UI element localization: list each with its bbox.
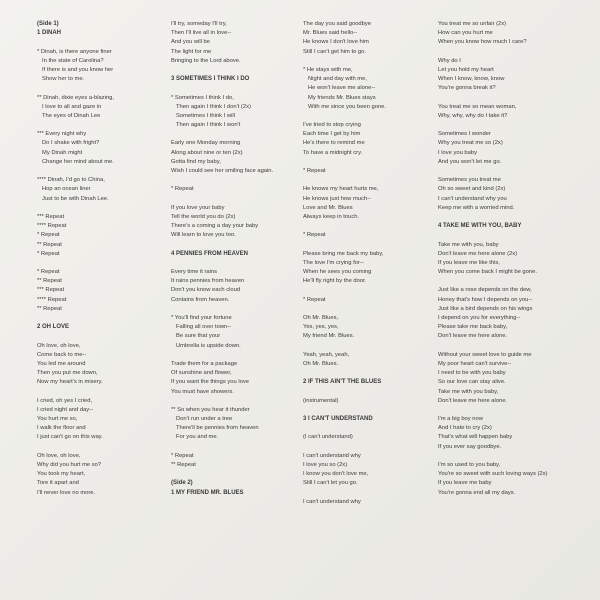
lyric-line: * Repeat: [171, 452, 194, 459]
lyric-line: **** Repeat: [37, 223, 67, 230]
lyric-line: My friend Mr. Blues.: [303, 333, 355, 340]
lyric-line: Tell the world you do (2x): [171, 213, 236, 220]
lyric-line: I'll never love no more.: [37, 489, 96, 496]
lyric-line: Take me with you baby,: [438, 388, 499, 395]
lyric-line: The day you said goodbye: [303, 21, 372, 27]
lyric-line: I love to all and gaze in: [42, 103, 102, 110]
stanza-gap: [303, 241, 443, 250]
lyric-line: It rains pennies from heaven: [171, 278, 245, 285]
stanza-gap: [171, 397, 311, 406]
lyric-line: Now my heart's in misery.: [37, 379, 103, 386]
stanza-gap: [438, 277, 578, 286]
lyric-line: I've tried to stop crying: [303, 122, 361, 129]
song-heading: 2 OH LOVE: [37, 324, 70, 331]
stanza-gap: [37, 332, 177, 341]
lyric-line: You hurt me so,: [37, 416, 78, 423]
lyric-line: Oh so sweet and kind (2x): [438, 186, 506, 193]
lyric-line: You led me around: [37, 360, 86, 367]
lyric-line: That's what will happen baby: [438, 434, 513, 441]
lyric-line: ** Repeat: [37, 278, 62, 285]
lyric-line: Show her to me.: [42, 76, 85, 83]
lyric-line: And I hate to cry (2x): [438, 425, 492, 432]
lyric-line: Sometimes I think I will: [176, 112, 235, 119]
lyric-line: There'll be pennies from heaven: [176, 425, 259, 432]
stanza-gap: [171, 259, 311, 268]
lyric-line: When I know, know, know: [438, 76, 505, 83]
lyric-line: Why do I: [438, 57, 461, 64]
lyric-line: Contains from heaven.: [171, 296, 230, 303]
stanza-gap: [37, 84, 177, 93]
lyric-line: You're so sweet with such loving ways (2x): [438, 471, 548, 478]
lyric-line: You're gonna end all my days.: [438, 489, 516, 496]
stanza-gap: [303, 57, 443, 66]
lyric-line: With me since you been gone.: [308, 103, 386, 110]
lyric-line: You treat me so mean woman,: [438, 103, 517, 110]
lyrics-column-4: [438, 20, 578, 498]
song-heading: 3 SOMETIMES I THINK I DO: [171, 76, 250, 83]
lyric-line: To have a midnight cry.: [303, 149, 363, 156]
lyric-line: You're gonna break it?: [438, 85, 496, 92]
lyric-line: Yes, yes, yes,: [303, 324, 339, 331]
lyric-line: Come back to me--: [37, 351, 87, 358]
lyric-line: Trade them for a package: [171, 360, 238, 367]
lyric-line: Then again I think I won't: [176, 122, 241, 129]
lyric-line: ** Dinah, dixie eyes a-blazing,: [37, 94, 115, 101]
song-heading: (Side 1): [37, 21, 59, 27]
stanza-gap: [37, 314, 177, 323]
lyric-line: My friends Mr. Blues stays: [308, 94, 376, 101]
lyric-line: Oh love, oh love,: [37, 452, 81, 459]
stanza-gap: [303, 305, 443, 314]
song-heading: 4 PENNIES FROM HEAVEN: [171, 250, 248, 257]
stanza-gap: [303, 406, 443, 415]
lyric-line: Don't you know each cloud: [171, 287, 241, 294]
lyric-line: I'm a big boy now: [438, 416, 483, 423]
stanza-gap: [438, 452, 578, 461]
stanza-gap: [438, 342, 578, 351]
lyric-line: Every time it rains: [171, 269, 218, 276]
lyric-line: Tore it apart and: [37, 480, 79, 487]
lyric-line: * Repeat: [303, 232, 326, 239]
song-heading: 1 DINAH: [37, 30, 62, 37]
lyric-line: I'll try, someday I'll try,: [171, 21, 227, 27]
stanza-gap: [171, 470, 311, 479]
stanza-gap: [37, 121, 177, 130]
lyric-line: He's there to remind me: [303, 140, 365, 147]
lyric-line: Please take me back baby,: [438, 324, 508, 331]
lyric-line: (I can't understand): [303, 434, 353, 441]
stanza-gap: [171, 66, 311, 75]
lyric-line: Why did you hurt me so?: [37, 462, 102, 468]
stanza-gap: [171, 305, 311, 314]
lyric-line: ** Repeat: [171, 462, 196, 468]
lyric-line: Bringing to the Lord above.: [171, 57, 241, 64]
lyric-line: Falling all over town--: [176, 324, 232, 331]
lyric-line: There's a coming a day your baby: [171, 223, 259, 230]
lyric-line: If you love your baby: [171, 204, 225, 211]
lyric-line: **** Repeat: [37, 296, 67, 303]
lyric-line: I can't understand why: [303, 452, 361, 459]
stanza-gap: [171, 176, 311, 185]
lyric-line: Then again I think I don't (2x): [176, 103, 251, 110]
lyrics-column-3: [303, 20, 443, 507]
lyric-line: Just to be with Dinah Lee.: [42, 195, 109, 202]
lyric-line: Oh Mr. Blues.: [303, 360, 339, 367]
lyric-line: Then you put me down,: [37, 370, 98, 377]
lyric-line: * Repeat: [171, 186, 194, 193]
lyric-line: Don't run under a tree: [176, 416, 233, 423]
lyric-line: You must have showers.: [171, 388, 234, 395]
lyric-line: I'm so used to you baby,: [438, 462, 501, 468]
lyric-line: So our love can stay alive.: [438, 379, 506, 386]
lyric-line: *** Every night why: [37, 131, 87, 138]
lyric-line: Will learn to love you too.: [171, 232, 236, 239]
stanza-gap: [37, 204, 177, 213]
stanza-gap: [303, 388, 443, 397]
lyric-line: Why, why, why do I take it?: [438, 112, 508, 119]
stanza-gap: [303, 158, 443, 167]
lyric-line: He knows my heart hurts me,: [303, 186, 379, 193]
lyric-line: Along about nine or ten (2x): [171, 149, 243, 156]
lyric-line: If there is and you know her: [42, 66, 114, 73]
stanza-gap: [303, 222, 443, 231]
lyric-line: I just can't go on this way.: [37, 434, 103, 441]
lyric-line: Mr. Blues said hello--: [303, 30, 358, 37]
stanza-gap: [303, 342, 443, 351]
lyric-line: Oh love, oh love,: [37, 342, 81, 349]
stanza-gap: [37, 259, 177, 268]
stanza-gap: [303, 112, 443, 121]
lyric-line: My Dinah might: [42, 149, 83, 156]
stanza-gap: [303, 369, 443, 378]
lyric-line: Don't leave me here alone.: [438, 397, 508, 404]
lyric-line: Still I can't get him to go.: [303, 48, 366, 55]
lyric-line: He knows just how much--: [303, 195, 371, 202]
lyric-line: In the state of Carolina?: [42, 57, 104, 64]
lyric-line: Honey that's how I depends on you--: [438, 296, 533, 303]
lyric-line: Yeah, yeah, yeah,: [303, 351, 350, 358]
lyric-line: * Repeat: [37, 232, 60, 239]
stanza-gap: [37, 443, 177, 452]
lyric-line: Don't leave me here alone (2x): [438, 250, 518, 257]
lyric-line: I depend on you for everything--: [438, 315, 521, 321]
stanza-gap: [171, 195, 311, 204]
lyric-line: Without your sweet love to guide me: [438, 351, 532, 358]
lyric-line: Keep me with a worried mind.: [438, 204, 515, 211]
lyric-line: * Repeat: [37, 250, 60, 257]
song-heading: 2 IF THIS AIN'T THE BLUES: [303, 379, 382, 386]
stanza-gap: [37, 388, 177, 397]
lyric-line: (instrumental): [303, 397, 339, 404]
lyric-line: The eyes of Dinah Lee: [42, 112, 101, 119]
song-heading: 1 MY FRIEND MR. BLUES: [171, 489, 244, 496]
lyric-line: I cried night and day--: [37, 406, 94, 413]
lyric-line: If you leave me like this,: [438, 259, 500, 266]
lyric-line: He won't leave me alone--: [308, 85, 376, 92]
song-heading: 4 TAKE ME WITH YOU, BABY: [438, 223, 522, 230]
lyric-line: For you and me.: [176, 434, 219, 441]
lyric-line: I love you so (2x): [303, 462, 348, 468]
lyric-line: I cried, oh yes I cried,: [37, 397, 93, 404]
lyric-line: Always keep in touch.: [303, 213, 360, 220]
stanza-gap: [171, 351, 311, 360]
lyric-line: I can't understand why: [303, 498, 361, 505]
stanza-gap: [438, 48, 578, 57]
lyric-line: * Repeat: [37, 269, 60, 276]
lyric-line: You took my heart,: [37, 471, 86, 478]
lyric-line: If you ever say goodbye.: [438, 443, 502, 450]
lyric-line: Early one Monday morning: [171, 140, 241, 147]
stanza-gap: [303, 443, 443, 452]
lyric-line: Sometimes you treat me: [438, 177, 501, 184]
lyric-line: You treat me so unfair (2x): [438, 21, 507, 27]
stanza-gap: [303, 424, 443, 433]
lyric-line: And you won't let me go.: [438, 158, 502, 165]
lyric-line: And you will be: [171, 39, 210, 46]
lyric-line: * Repeat: [303, 296, 326, 303]
lyric-line: Still I can't let you go.: [303, 480, 358, 487]
stanza-gap: [438, 121, 578, 130]
lyric-line: He'll fly right by the door.: [303, 278, 367, 285]
lyric-line: The love I'm crying for--: [303, 259, 364, 266]
stanza-gap: [438, 406, 578, 415]
lyric-line: *** Repeat: [37, 213, 65, 220]
lyric-line: Do I shake with fright?: [42, 140, 100, 147]
lyric-line: Wish I could see her smiling face again.: [171, 168, 274, 174]
lyric-line: How can you hurt me: [438, 30, 493, 37]
song-heading: 3 I CAN'T UNDERSTAND: [303, 416, 373, 423]
lyric-line: Don't leave me here alone.: [438, 333, 508, 340]
lyrics-column-2: [171, 20, 311, 498]
lyric-line: When you know how much I care?: [438, 39, 527, 46]
lyrics-column-1: [37, 20, 177, 498]
lyric-line: I know you don't love me,: [303, 471, 369, 478]
stanza-gap: [171, 84, 311, 93]
lyric-line: ** Repeat: [37, 241, 62, 248]
lyric-line: * Repeat: [303, 168, 326, 174]
stanza-gap: [171, 443, 311, 452]
lyric-line: Umbrella is upside down.: [176, 342, 241, 349]
lyric-line: * Sometimes I think I do,: [171, 94, 234, 101]
lyric-line: Let you hold my heart: [438, 66, 494, 73]
stanza-gap: [37, 167, 177, 176]
lyric-line: Just like a rose depends on the dew,: [438, 287, 532, 294]
lyric-line: *** Repeat: [37, 287, 65, 294]
lyric-line: Be sure that your: [176, 333, 221, 340]
lyric-line: My poor heart can't survive--: [438, 360, 512, 367]
lyric-line: Night and day with me,: [308, 76, 367, 83]
lyric-line: Change her mind about me.: [42, 158, 114, 165]
lyric-line: Of sunshine and flower,: [171, 370, 232, 377]
song-heading: (Side 2): [171, 480, 193, 487]
lyric-line: Hop an ocean liner: [42, 186, 91, 193]
lyric-line: Take me with you, baby: [438, 241, 499, 248]
stanza-gap: [438, 231, 578, 240]
stanza-gap: [303, 176, 443, 185]
lyric-line: * Dinah, is there anyone finer: [37, 48, 112, 55]
lyric-line: Sometimes I wonder: [438, 131, 491, 138]
stanza-gap: [438, 94, 578, 103]
lyric-line: Please bring me back my baby,: [303, 250, 384, 257]
lyric-line: If you want the things you love: [171, 379, 249, 386]
lyric-line: When you come back I might be gone.: [438, 269, 537, 276]
lyric-line: **** Dinah, I'd go to China,: [37, 177, 105, 184]
lyric-line: Then I'll live all in love--: [171, 30, 232, 37]
lyric-line: He knows I don't love him: [303, 39, 369, 46]
lyric-line: I can't understand why you: [438, 195, 507, 202]
lyric-line: I love you baby: [438, 149, 477, 156]
lyric-line: I walk the floor and: [37, 425, 86, 432]
lyric-line: ** Repeat: [37, 305, 62, 312]
stanza-gap: [438, 167, 578, 176]
stanza-gap: [171, 130, 311, 139]
lyric-line: Love and Mr. Blues: [303, 204, 353, 211]
lyric-line: * You'll find your fortune: [171, 315, 232, 321]
lyric-line: The light for me: [171, 48, 212, 55]
stanza-gap: [438, 213, 578, 222]
stanza-gap: [303, 489, 443, 498]
lyric-line: * He stays with me,: [303, 66, 353, 73]
lyric-line: Just like a bird depends on his wings: [438, 305, 533, 312]
lyric-line: I need to be with you baby: [438, 370, 506, 377]
lyric-line: Gotta find my baby,: [171, 158, 221, 165]
lyric-line: ** So when you hear it thunder: [171, 406, 250, 413]
lyric-line: When he sees you coming: [303, 269, 372, 276]
stanza-gap: [171, 241, 311, 250]
lyric-line: Each time I get by him: [303, 131, 361, 138]
lyric-line: Why you treat me so (2x): [438, 140, 503, 147]
lyric-line: Oh Mr. Blues,: [303, 315, 339, 321]
stanza-gap: [37, 38, 177, 47]
stanza-gap: [303, 286, 443, 295]
lyric-line: If you leave me baby: [438, 480, 492, 487]
